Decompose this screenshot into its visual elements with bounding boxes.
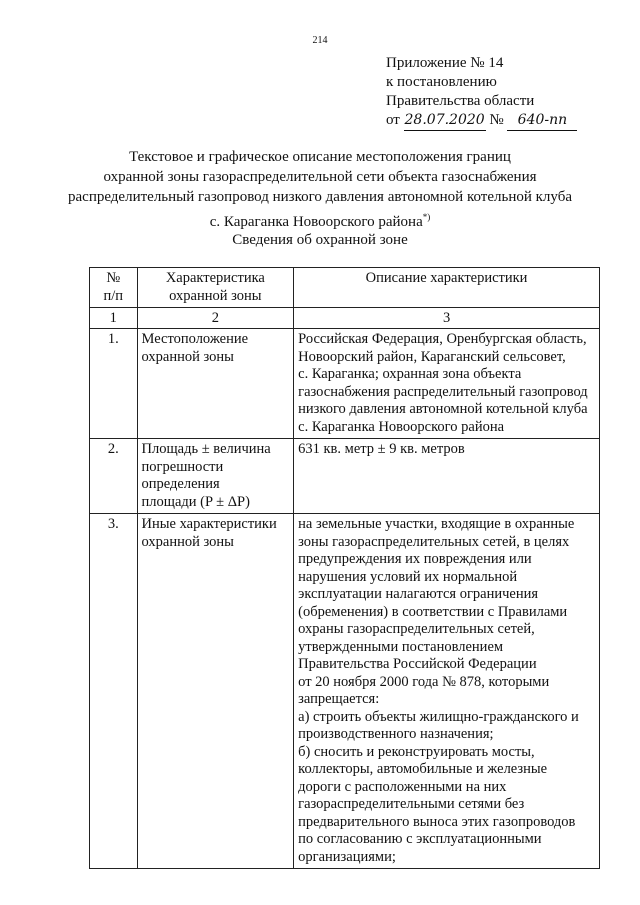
- row-num: 1.: [90, 329, 138, 439]
- appendix-block: [386, 54, 577, 131]
- title-line-4-text: с. Караганка Новоорского района: [209, 214, 423, 230]
- table-row: [90, 439, 600, 514]
- number-sign: №: [489, 112, 504, 128]
- section-subtitle: Сведения об охранной зоне: [232, 232, 408, 248]
- table-index-row: [90, 308, 600, 329]
- table-row: [90, 329, 600, 439]
- header-description: Описание характеристики: [294, 268, 600, 308]
- header-num: № п/п: [90, 268, 138, 308]
- row-num: 3.: [90, 514, 138, 869]
- table-row: [90, 514, 600, 869]
- title-line-2: охранной зоны газораспределительной сети объекта газоснабжения: [103, 169, 537, 185]
- index-cell: 2: [137, 308, 294, 329]
- row-description: на земельные участки, входящие в охранные зоны газораспределительных сетей, в целях предупреждения их повреждения или нарушения условий их нормальной эксплуатации налагаются ограничения (обременения) в соответствии с Правилами охраны газораспределительных сетей, утвержденными постановлением Правительства Российской Федерации от 20 ноября 2000 года № 878, которыми запрещается: а) строить объекты жилищно-гражданского и производственного назначения; б) сносить и реконструировать мосты, коллекторы, автомобильные и железные дороги с расположенными на них газораспределительными сетями без предварительного выноса этих газопроводов по согласованию с эксплуатационными организациями;: [294, 514, 600, 869]
- date-prefix: от: [386, 112, 400, 128]
- title-line-3: распределительный газопровод низкого давления автономной котельной клуба: [68, 189, 572, 205]
- protection-zone-table: [89, 267, 600, 869]
- row-num: 2.: [90, 439, 138, 514]
- appendix-line-2: к постановлению: [386, 74, 497, 90]
- title-line-1: Текстовое и графическое описание местоположения границ: [129, 149, 511, 165]
- title-line-4: [40, 207, 600, 232]
- handwritten-date: 28.07.2020: [404, 111, 486, 131]
- index-cell: 3: [294, 308, 600, 329]
- row-characteristic: Местоположение охранной зоны: [137, 329, 294, 439]
- appendix-line-1: Приложение № 14: [386, 55, 504, 71]
- appendix-line-3: Правительства области: [386, 93, 535, 109]
- handwritten-number: 640-пп: [507, 111, 577, 131]
- row-characteristic: Площадь ± величина погрешности определения площади (P ± ΔP): [137, 439, 294, 514]
- footnote-mark: *): [422, 212, 431, 222]
- row-description: Российская Федерация, Оренбургская область, Новоорский район, Караганский сельсовет, с. Караганка; охранная зона объекта газоснабжения распределительный газопровод низкого давления автономной котельной клуба с. Караганка Новоорского района: [294, 329, 600, 439]
- page-number: 214: [312, 35, 328, 46]
- appendix-date-line: [386, 111, 577, 131]
- row-characteristic: Иные характеристики охранной зоны: [137, 514, 294, 869]
- document-title: [40, 147, 600, 232]
- row-description: 631 кв. метр ± 9 кв. метров: [294, 439, 600, 514]
- index-cell: 1: [90, 308, 138, 329]
- header-characteristic: Характеристика охранной зоны: [137, 268, 294, 308]
- table-header-row: [90, 268, 600, 308]
